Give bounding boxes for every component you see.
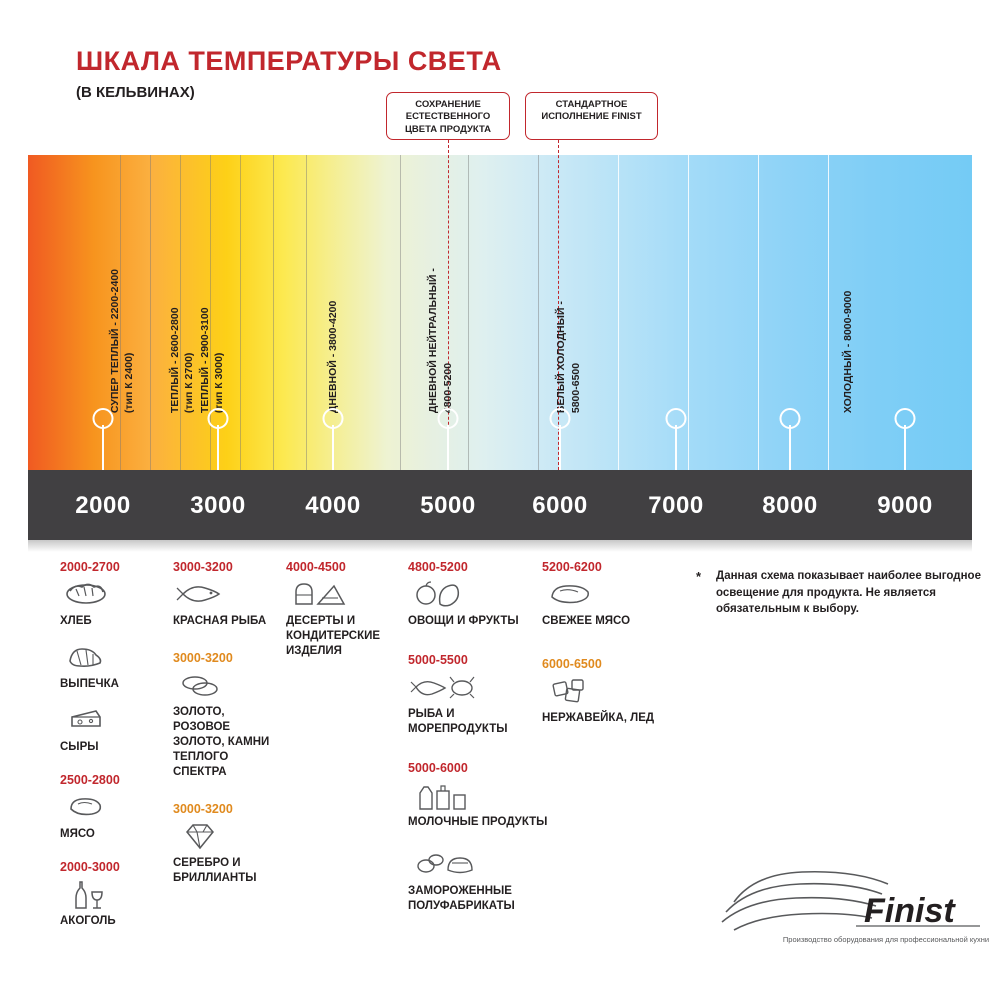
item-label: ХЛЕБ [60,615,92,627]
range-label: 3000-3200 [173,650,233,665]
range-label: 6000-6500 [542,656,602,671]
range-label: 2000-3000 [60,859,120,874]
kelvin-label-6000: 6000 [532,492,588,519]
dairy-icon [410,779,548,813]
list-item [408,578,548,629]
meat-icon [62,791,170,825]
scale-divider [468,155,469,470]
kelvin-label-3000: 3000 [190,492,246,519]
logo-caption: Производство оборудования для профессиональной кухни [782,935,990,944]
band-label-daylight-neutral: ДНЕВНОЙ НЕЙТРАЛЬНЫЙ - [426,268,439,414]
footnote-text: Данная схема показывает наиболее выгодное освещение для продукта. Не является обязательным к выбору. [716,570,981,616]
column-3000-3200 [173,560,283,898]
item-label: ДЕСЕРТЫ И КОНДИТЕРСКИЕ ИЗДЕЛИЯ [286,615,381,657]
list-item [408,848,548,914]
band-label-super-warm-type: (тип К 2400) [122,352,135,414]
scale-divider [828,155,829,470]
kelvin-label-4000: 4000 [305,492,361,519]
band-label-super-warm: СУПЕР ТЕПЛЫЙ - 2200-2400 [108,268,121,414]
list-item [173,669,283,780]
range-label: 4800-5200 [408,560,468,574]
scale-divider [400,155,401,470]
range-label: 5200-6200 [542,560,602,574]
range-label: 3000-3200 [173,801,233,816]
bread-icon [62,578,170,612]
column-5200-6500 [542,560,662,738]
item-label: АКОГОЛЬ [60,914,116,927]
list-item [542,578,662,629]
list-item [60,704,170,755]
stainless-ice-icon [544,675,662,709]
dessert-icon [288,578,402,612]
band-label-warm-3000-type: (тип К 3000) [212,352,225,414]
item-label: РЫБА И МОРЕПРОДУКТЫ [408,707,508,735]
callout-preserve-color: СОХРАНЕНИЕ ЕСТЕСТВЕННОГО ЦВЕТА ПРОДУКТА [386,92,510,140]
list-item [173,820,283,886]
list-item [60,578,170,629]
scale-divider [273,155,274,470]
range-label: 2500-2800 [60,772,120,787]
item-label: ЗАМОРОЖЕННЫЕ ПОЛУФАБРИКАТЫ [408,884,515,912]
column-2000-3000 [60,560,170,941]
scale-divider [618,155,619,470]
band-label-daylight: ДНЕВНОЙ - 3800-4200 [326,300,339,414]
tick-stem-4000 [332,425,334,470]
scale-divider [150,155,151,470]
fruits-icon [410,578,548,612]
item-label: ОВОЩИ И ФРУКТЫ [408,615,519,627]
kelvin-label-8000: 8000 [762,492,818,519]
scale-divider [758,155,759,470]
tick-stem-8000 [789,425,791,470]
diamond-icon [175,820,283,854]
band-label-warm-3000: ТЕПЛЫЙ - 2900-3100 [198,307,211,414]
scale-divider [306,155,307,470]
range-label: 2000-2700 [60,560,120,574]
list-item [173,578,283,629]
frozen-food-icon [410,848,548,882]
list-item [408,671,548,737]
item-label: МОЛОЧНЫЕ ПРОДУКТЫ [408,815,548,828]
column-4800-6000 [408,560,548,926]
item-label: СВЕЖЕЕ МЯСО [542,615,631,627]
item-label: ВЫПЕЧКА [60,677,119,690]
svg-text:Finist: Finist [864,892,955,930]
band-label-cool-white: БЕЛЫЙ ХОЛОДНЫЙ - [554,301,567,414]
list-item [60,791,170,842]
band-label-cool-white-range-2: 5800-6500 [569,362,582,414]
range-label: 3000-3200 [173,560,233,574]
seafood-icon [410,671,548,705]
tick-stem-3000 [217,425,219,470]
fresh-meat-icon [544,578,662,612]
column-4000-4500 [286,560,402,671]
scale-divider [688,155,689,470]
item-label: ЗОЛОТО, РОЗОВОЕ ЗОЛОТО, КАМНИ ТЕПЛОГО СПЕКТРА [173,705,270,778]
kelvin-strip [28,470,972,540]
gold-rings-icon [175,669,283,703]
range-label: 5000-6000 [408,760,468,775]
band-label-warm-2700-type: (тип К 2700) [182,352,195,414]
item-label: МЯСО [60,827,95,840]
list-item [286,578,402,659]
item-label: СЫРЫ [60,740,99,753]
pastry-icon [62,641,170,675]
tick-stem-6000 [559,425,561,470]
kelvin-label-9000: 9000 [877,492,933,519]
strip-shadow [28,540,972,552]
list-item [60,641,170,692]
cheese-icon [62,704,170,738]
footnote-star: * [696,569,702,584]
fish-icon [175,578,283,612]
kelvin-label-5000: 5000 [420,492,476,519]
band-label-daylight-neutral-range: 4800-5200 [441,362,454,414]
item-label: НЕРЖАВЕЙКА, ЛЕД [542,711,655,724]
item-label: СЕРЕБРО И БРИЛЛИАНТЫ [173,856,257,884]
product-recommendations [28,560,990,990]
band-label-cold: ХОЛОДНЫЙ - 8000-9000 [841,290,854,414]
alcohol-icon [62,878,170,912]
kelvin-label-7000: 7000 [648,492,704,519]
callout-standard-finist: СТАНДАРТНОЕ ИСПОЛНЕНИЕ FINIST [525,92,658,140]
scale-divider [538,155,539,470]
tick-stem-9000 [904,425,906,470]
footnote [696,568,1000,618]
page-title: ШКАЛА ТЕМПЕРАТУРЫ СВЕТА [76,46,502,76]
range-label: 5000-5500 [408,652,468,667]
item-label: КРАСНАЯ РЫБА [173,615,267,627]
range-label: 4000-4500 [286,560,346,574]
band-label-warm-2700: ТЕПЛЫЙ - 2600-2800 [168,307,181,414]
scale-divider [240,155,241,470]
list-item [542,675,662,726]
kelvin-label-2000: 2000 [75,492,131,519]
tick-stem-2000 [102,425,104,470]
tick-stem-7000 [675,425,677,470]
page-subtitle: (В КЕЛЬВИНАХ) [76,84,195,101]
tick-stem-5000 [447,425,449,470]
list-item [60,878,170,929]
list-item [408,779,548,830]
